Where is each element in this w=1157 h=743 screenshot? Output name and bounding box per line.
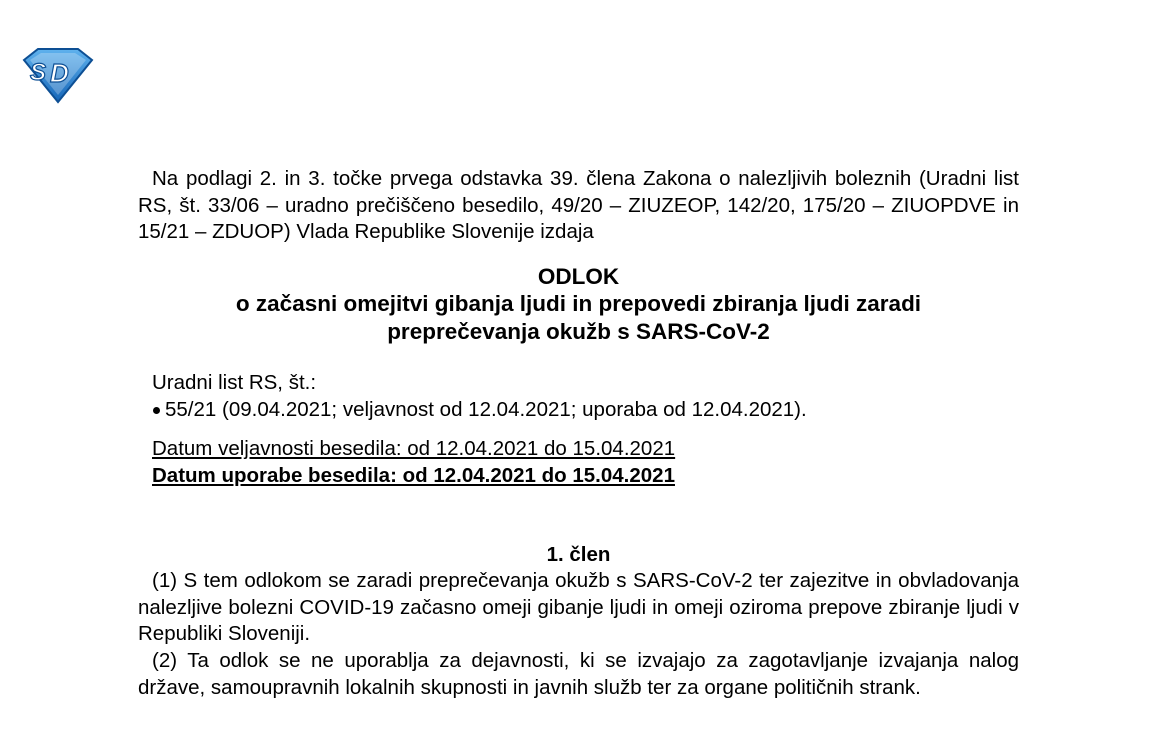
decree-title (138, 263, 1019, 346)
bullet-icon (153, 407, 160, 414)
text-dates (138, 436, 1019, 489)
publication-info (138, 370, 1019, 423)
preamble: Na podlagi 2. in 3. točke prvega odstavka 39. člena Zakona o nalezljivih boleznih (Uradni list RS, št. 33/06 – uradno prečiščeno besedilo, 49/20 – ZIUZEOP, 142/20, 175/20 – ZIUOPDVE in 15/21 – ZDUOP) Vlada Republike Slovenije izdaja (138, 167, 1019, 244)
article-paragraph-2: (2) Ta odlok se ne uporablja za dejavnosti, ki se izvajajo za zagotavljanje izvajanja nalog države, samoupravnih lokalnih skupnosti in javnih služb ter za organe političnih strank. (138, 649, 1019, 699)
article-heading: 1. člen (546, 542, 611, 566)
list-item (152, 397, 1019, 424)
document-body (138, 166, 1019, 701)
validity-date: Datum veljavnosti besedila: od 12.04.2021 do 15.04.2021 (152, 437, 676, 461)
sd-logo-icon (20, 46, 96, 104)
svg-text:D: D (50, 58, 69, 88)
title-line-2: o začasni omejitvi gibanja ljudi in prepovedi zbiranja ljudi zaradi (235, 291, 922, 317)
title-line-1: ODLOK (537, 263, 620, 289)
article-paragraph-1: (1) S tem odlokom se zaradi preprečevanja okužb s SARS-CoV-2 ter zajezitve in obvladovanja nalezljive bolezni COVID-19 začasno omeji gibanje ljudi in omeji oziroma prepove zbiranje ljudi v Republiki Sloveniji. (138, 569, 1019, 646)
svg-text:S: S (30, 59, 47, 86)
publication-item-text: 55/21 (09.04.2021; veljavnost od 12.04.2021; uporaba od 12.04.2021). (165, 397, 807, 421)
publication-label: Uradni list RS, št.: (152, 371, 317, 395)
application-date: Datum uporabe besedila: od 12.04.2021 do 15.04.2021 (152, 464, 675, 488)
title-line-3: preprečevanja okužb s SARS-CoV-2 (387, 318, 770, 344)
